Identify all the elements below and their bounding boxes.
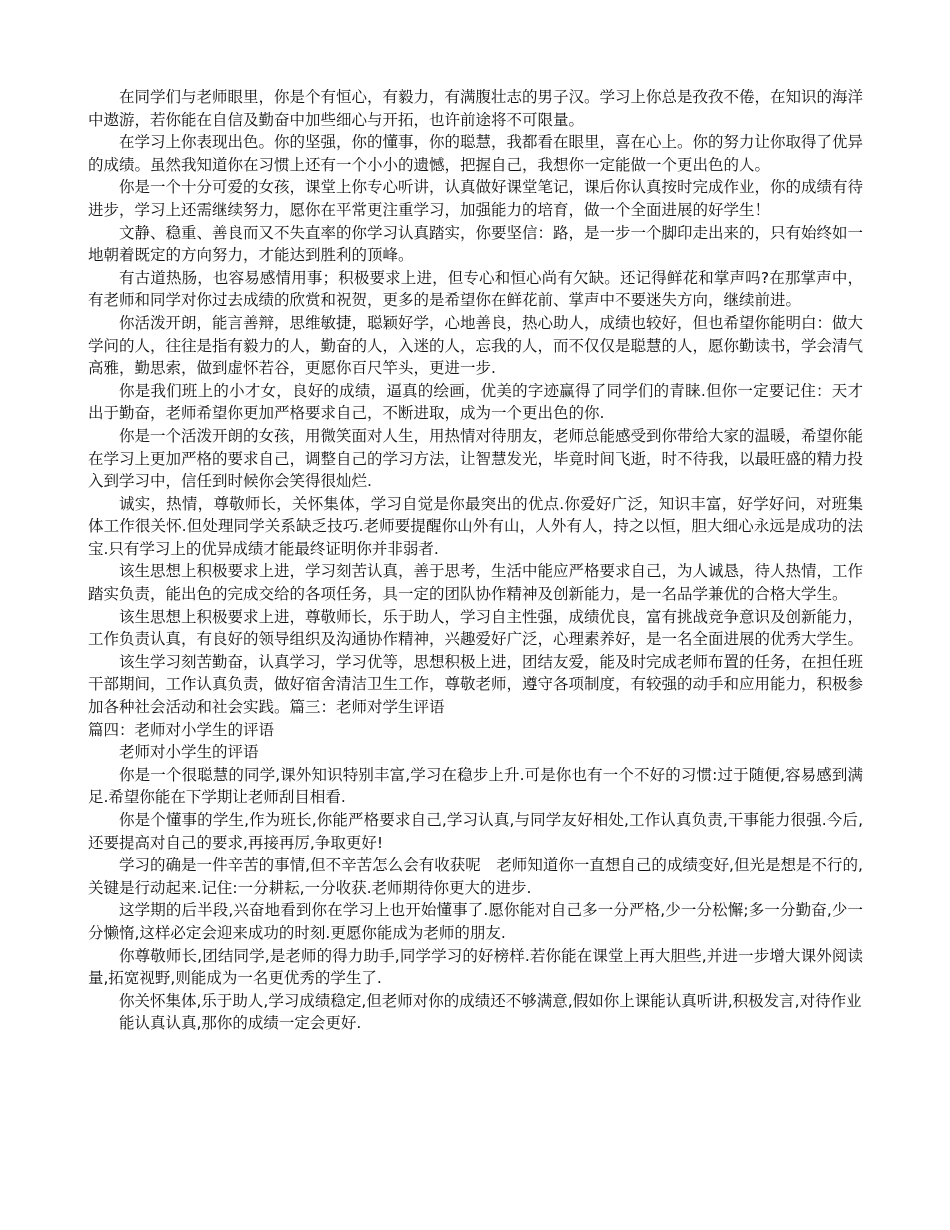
paragraph: 学习的确是一件辛苦的事情,但不辛苦怎么会有收获呢 老师知道你一直想自己的成绩变好,但光是想是不行的,关键是行动起来.记住:一分耕耘,一分收获.老师期待你更大的进步. — [88, 856, 863, 897]
paragraph: 文静、稳重、善良而又不失直率的你学习认真踏实，你要坚信：路，是一步一个脚印走出来的，只有始终如一地朝着既定的方向努力，才能达到胜利的顶峰。 — [88, 223, 864, 265]
paragraph: 你是个懂事的学生,作为班长,你能严格要求自己,学习认真,与同学友好相处,工作认真负责,干事能力很强.今后,还要提高对自己的要求,再接再厉,争取更好! — [88, 811, 863, 852]
paragraph: 你尊敬师长,团结同学,是老师的得力助手,同学学习的好榜样.若你能在课堂上再大胆些,并进一步增大课外阅读量,拓宽视野,则能成为一名更优秀的学生了. — [88, 946, 863, 988]
document-body — [88, 86, 863, 1035]
paragraph: 在同学们与老师眼里，你是个有恒心，有毅力，有满腹壮志的男子汉。学习上你总是孜孜不倦，在知识的海洋中遨游，若你能在自信及勤奋中加些细心与开拓，也许前途将不可限量。 — [88, 88, 864, 129]
section-heading: 篇四：老师对小学生的评语 — [88, 720, 275, 739]
paragraph: 你是我们班上的小才女，良好的成绩，逼真的绘画，优美的字迹赢得了同学们的青睐.但你一定要记住：天才出于勤奋，老师希望你更加严格要求自己，不断进取，成为一个更出色的你. — [88, 381, 863, 423]
paragraph: 你关怀集体,乐于助人,学习成绩稳定,但老师对你的成绩还不够满意,假如你上课能认真听讲,积极发言,对待作业 — [119, 991, 862, 1010]
paragraph: 你是一个十分可爱的女孩，课堂上你专心听讲，认真做好课堂笔记，课后你认真按时完成作业，你的成绩有待进步，学习上还需继续努力，愿你在平常更注重学习，加强能力的培育，做一个全面进展的好学生！ — [88, 178, 864, 219]
paragraph: 能认真认真,那你的成绩一定会更好. — [119, 1014, 362, 1033]
paragraph: 你是一个很聪慧的同学,课外知识特别丰富,学习在稳步上升.可是你也有一个不好的习惯:过于随便,容易感到满足.希望你能在下学期让老师刮目相看. — [88, 765, 863, 807]
paragraph: 在学习上你表现出色。你的坚强，你的懂事，你的聪慧，我都看在眼里，喜在心上。你的努力让你取得了优异的成绩。虽然我知道你在习惯上还有一个小小的遗憾，把握自己，我想你一定能做一个更出色的人。 — [88, 133, 864, 174]
paragraph: 你活泼开朗，能言善辩，思维敏捷，聪颖好学，心地善良，热心助人，成绩也较好，但也希望你能明白：做大学问的人，往往是指有毅力的人，勤奋的人，入迷的人，忘我的人，而不仅仅是聪慧的人，愿你勤读书，学会清气高雅，勤思索，做到虚怀若谷，更愿你百尺竿头，更进一步. — [88, 313, 864, 378]
paragraph: 诚实，热情，尊敬师长，关怀集体，学习自觉是你最突出的优点.你爱好广泛，知识丰富，好学好问，对班集体工作很关怀.但处理同学关系缺乏技巧.老师要提醒你山外有山，人外有人，持之以恒，胆大细心永远是成功的法宝.只有学习上的优异成绩才能最终证明你并非弱者. — [88, 494, 863, 558]
paragraph: 这学期的后半段,兴奋地看到你在学习上也开始懂事了.愿你能对自己多一分严格,少一分松懈;多一分勤奋,少一分懒惰,这样必定会迎来成功的时刻.更愿你能成为老师的朋友. — [88, 901, 863, 942]
paragraph: 该生思想上积极要求上进，学习刻苦认真，善于思考，生活中能应严格要求自己，为人诚恳，待人热情，工作踏实负责，能出色的完成交给的各项任务，具一定的团队协作精神及创新能力，是一名品学兼优的合格大学生。 — [88, 562, 864, 604]
paragraph: 该生学习刻苦勤奋，认真学习，学习优等，思想积极上进，团结友爱，能及时完成老师布置的任务，在担任班干部期间，工作认真负责，做好宿舍清洁卫生工作，尊敬老师，遵守各项制度，有较强的动手和应用能力，积极参加各种社会活动和社会实践。篇三：老师对学生评语 — [88, 652, 864, 717]
section-subtitle: 老师对小学生的评语 — [119, 743, 259, 762]
paragraph: 该生思想上积极要求上进，尊敬师长，乐于助人，学习自主性强，成绩优良，富有挑战竞争意识及创新能力，工作负责认真，有良好的领导组织及沟通协作精神，兴趣爱好广泛，心理素养好，是一名全面进展的优秀大学生。 — [88, 607, 864, 649]
paragraph: 有古道热肠，也容易感情用事；积极要求上进，但专心和恒心尚有欠缺。还记得鲜花和掌声吗?在那掌声中，有老师和同学对你过去成绩的欣赏和祝贺，更多的是希望你在鲜花前、掌声中不要迷失方向，继续前进。 — [88, 268, 863, 310]
paragraph: 你是一个活泼开朗的女孩，用微笑面对人生，用热情对待朋友，老师总能感受到你带给大家的温暖，希望你能在学习上更加严格的要求自己，调整自己的学习方法，让智慧发光，毕竟时间飞逝，时不待我，以最旺盛的精力投入到学习中，信任到时候你会笑得很灿烂. — [88, 426, 864, 491]
